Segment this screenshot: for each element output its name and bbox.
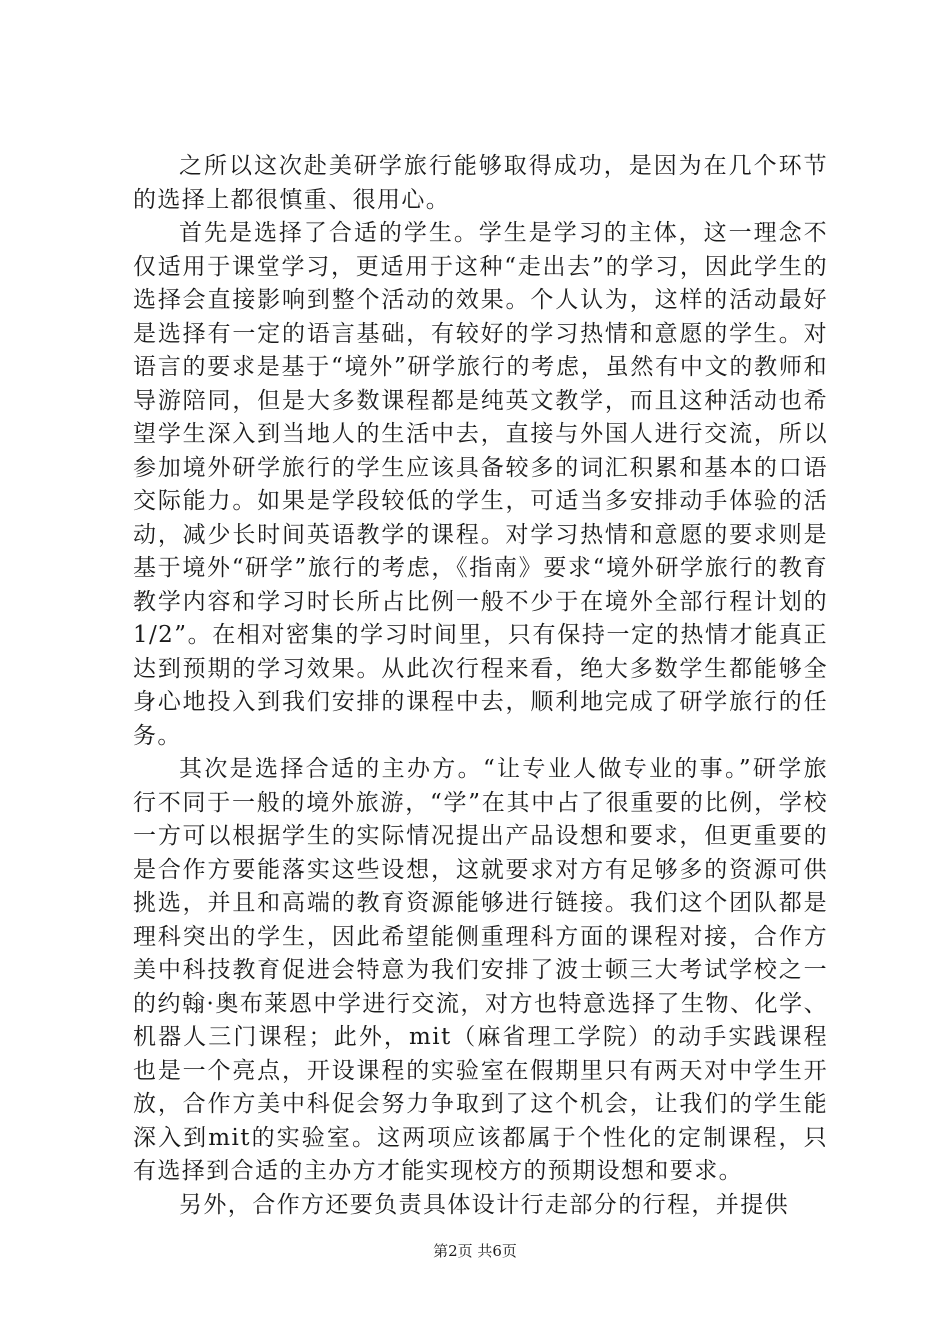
document-body (133, 150, 828, 1222)
paragraph-3: 其次是选择合适的主办方。“让专业人做专业的事。”研学旅行不同于一般的境外旅游，“学”在其中占了很重要的比例，学校一方可以根据学生的实际情况提出产品设想和要求，但更重要的是合作方要能落实这些设想，这就要求对方有足够多的资源可供挑选，并且和高端的教育资源能够进行链接。我们这个团队都是理科突出的学生，因此希望能侧重理科方面的课程对接，合作方美中科技教育促进会特意为我们安排了波士顿三大考试学校之一的约翰·奥布莱恩中学进行交流，对方也特意选择了生物、化学、机器人三门课程；此外，mit（麻省理工学院）的动手实践课程也是一个亮点，开设课程的实验室在假期里只有两天对中学生开放，合作方美中科促会努力争取到了这个机会，让我们的学生能深入到mit的实验室。这两项应该都属于个性化的定制课程，只有选择到合适的主办方才能实现校方的预期设想和要求。 (133, 756, 828, 1184)
paragraph-4: 另外，合作方还要负责具体设计行走部分的行程，并提供 (179, 1191, 789, 1218)
paragraph-1: 之所以这次赴美研学旅行能够取得成功，是因为在几个环节的选择上都很慎重、很用心。 (133, 153, 828, 213)
page-footer: 第2页 共6页 (433, 1242, 517, 1260)
paragraph-2: 首先是选择了合适的学生。学生是学习的主体，这一理念不仅适用于课堂学习，更适用于这种“走出去”的学习，因此学生的选择会直接影响到整个活动的效果。个人认为，这样的活动最好是选择有一定的语言基础，有较好的学习热情和意愿的学生。对语言的要求是基于“境外”研学旅行的考虑，虽然有中文的教师和导游陪同，但是大多数课程都是纯英文教学，而且这种活动也希望学生深入到当地人的生活中去，直接与外国人进行交流，所以参加境外研学旅行的学生应该具备较多的词汇积累和基本的口语交际能力。如果是学段较低的学生，可适当多安排动手体验的活动，减少长时间英语教学的课程。对学习热情和意愿的要求则是基于境外“研学”旅行的考虑，《指南》要求“境外研学旅行的教育教学内容和学习时长所占比例一般不少于在境外全部行程计划的1/2”。在相对密集的学习时间里，只有保持一定的热情才能真正达到预期的学习效果。从此次行程来看，绝大多数学生都能够全身心地投入到我们安排的课程中去，顺利地完成了研学旅行的任务。 (133, 220, 828, 749)
